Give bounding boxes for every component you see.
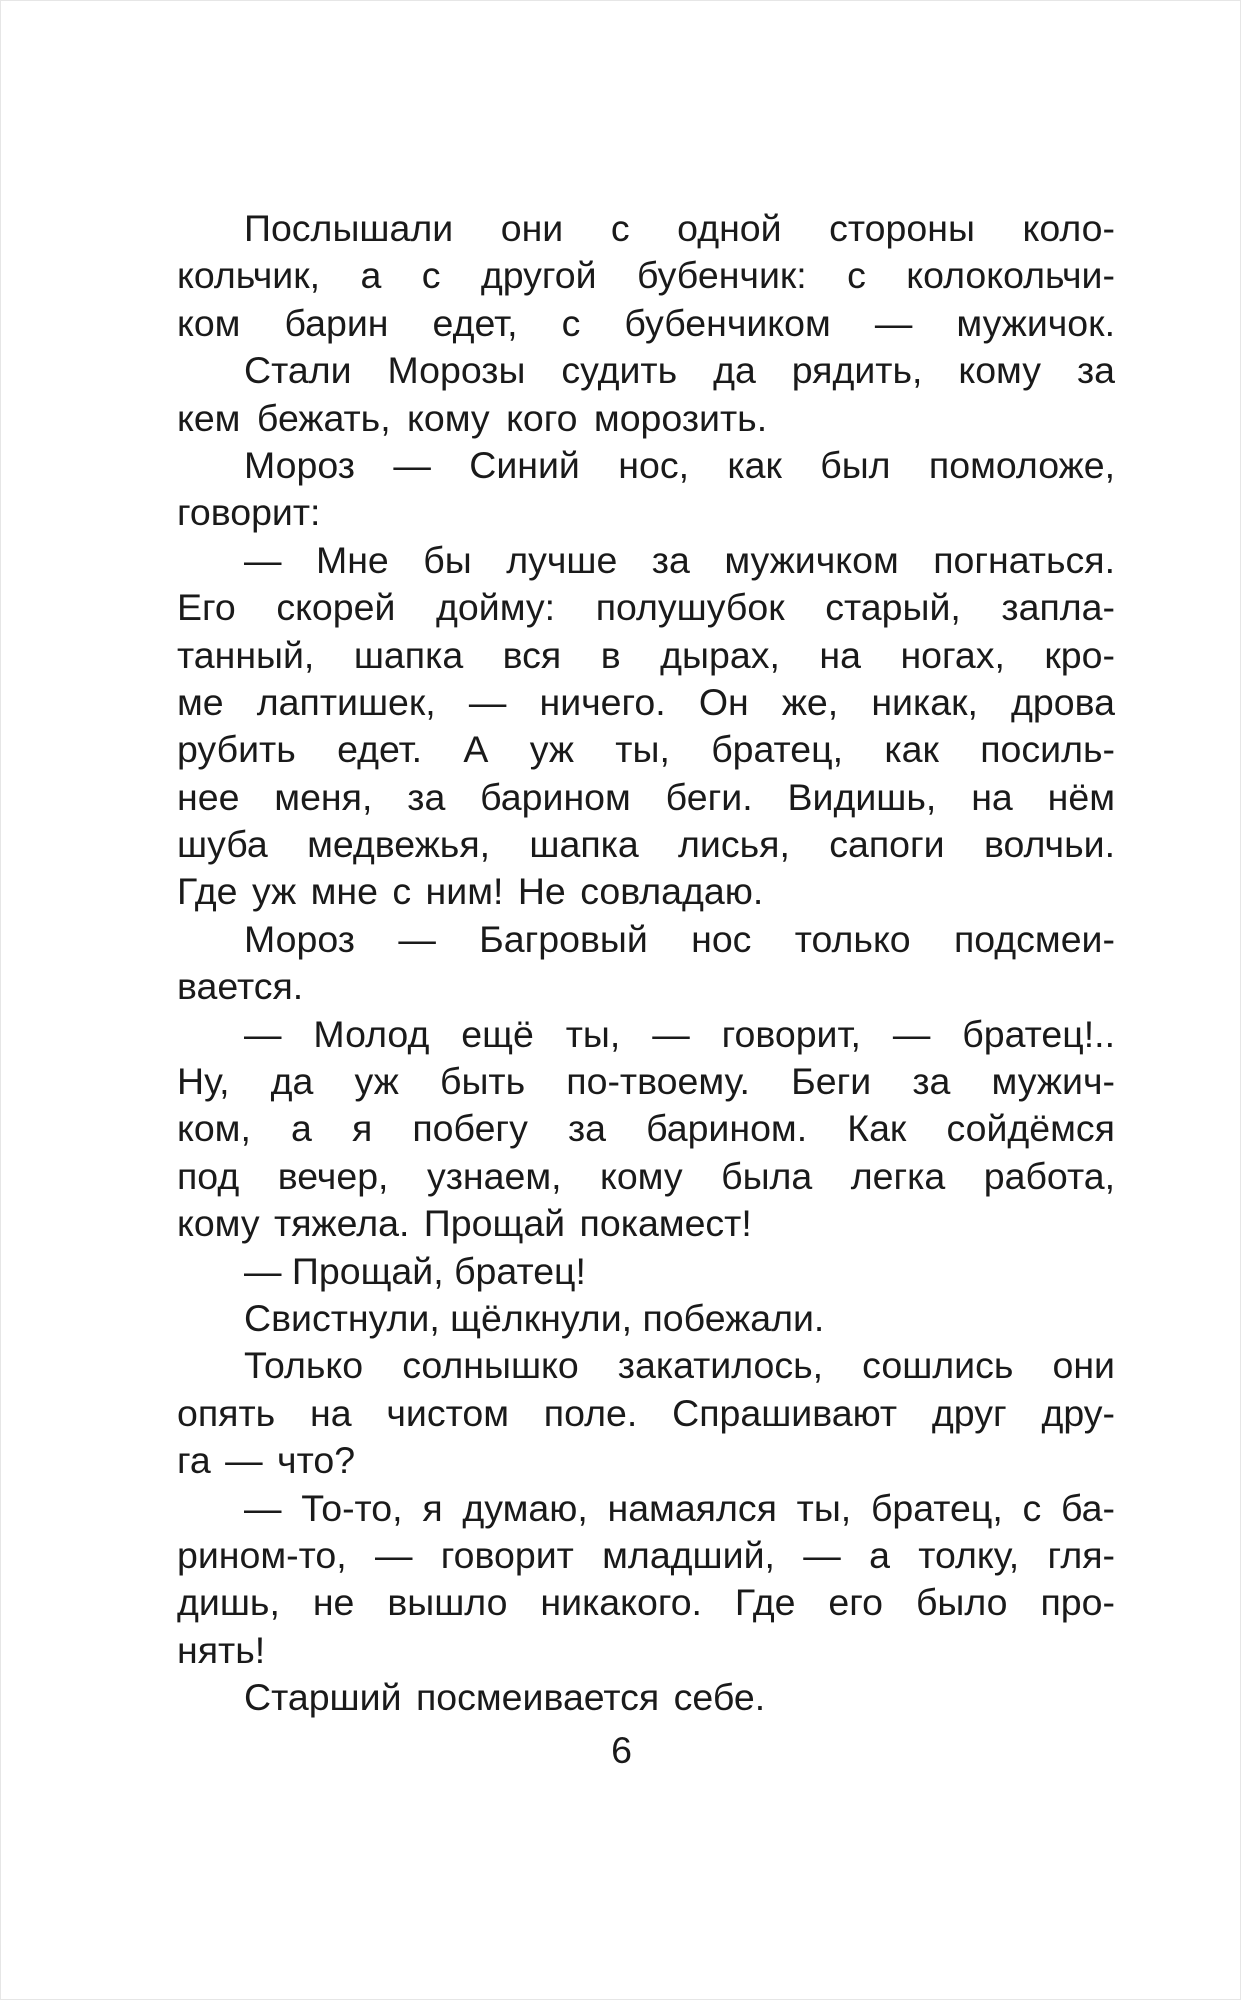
text-line: ком барин едет, с бубенчиком — мужичок. [177, 301, 1115, 344]
text-line: рином-то, — говорит младший, — а толку, гля- [177, 1533, 1115, 1576]
text-line: Послышали они с одной стороны коло- [244, 207, 1115, 249]
page-number: 6 [611, 1729, 632, 1771]
text-line: га — что? [177, 1439, 356, 1482]
text-line: Мороз — Багровый нос только подсмеи- [244, 917, 1115, 960]
text-line: нее меня, за барином беги. Видишь, на нём [177, 775, 1115, 818]
text-line: — Молод ещё ты, — говорит, — братец!.. [244, 1012, 1115, 1055]
text-line: кольчик, а с другой бубенчик: с колокольчи- [177, 254, 1115, 297]
text-line: Его скорей дойму: полушубок старый, запла- [177, 586, 1115, 629]
text-line: Стали Морозы судить да рядить, кому за [244, 349, 1115, 392]
text-line: шуба медвежья, шапка лисья, сапоги волчьи. [177, 823, 1115, 866]
text-line: Ну, да уж быть по-твоему. Беги за мужич- [177, 1060, 1115, 1103]
text-line: — То-то, я думаю, намаялся ты, братец, с ба- [244, 1486, 1115, 1529]
text-line: кем бежать, кому кого морозить. [177, 396, 768, 439]
text-line: дишь, не вышло никакого. Где его было про- [177, 1581, 1115, 1624]
text-line: танный, шапка вся в дырах, на ногах, кро- [177, 633, 1115, 676]
text-line: — Мне бы лучше за мужичком погнаться. [244, 538, 1115, 581]
text-line: — Прощай, братец! [244, 1249, 586, 1292]
text-line: опять на чистом поле. Спрашивают друг дру- [177, 1391, 1115, 1434]
text-line: говорит: [177, 491, 321, 534]
text-line: вается. [177, 965, 304, 1008]
text-line: ком, а я побегу за барином. Как сойдёмся [177, 1107, 1115, 1150]
text-line: Свистнули, щёлкнули, побежали. [244, 1296, 825, 1339]
text-line: Где уж мне с ним! Не совладаю. [177, 870, 764, 913]
text-line: кому тяжела. Прощай покамест! [177, 1202, 752, 1245]
body-text [177, 205, 1115, 1722]
text-line: рубить едет. А уж ты, братец, как посиль- [177, 728, 1115, 771]
text-line: Мороз — Синий нос, как был помоложе, [244, 443, 1115, 486]
text-line: нять! [177, 1628, 266, 1671]
text-line: Только солнышко закатилось, сошлись они [244, 1344, 1115, 1387]
text-line: ме лаптишек, — ничего. Он же, никак, дрова [177, 680, 1115, 723]
text-line: Старший посмеивается себе. [244, 1676, 766, 1719]
text-line: под вечер, узнаем, кому была легка работа, [177, 1154, 1115, 1197]
